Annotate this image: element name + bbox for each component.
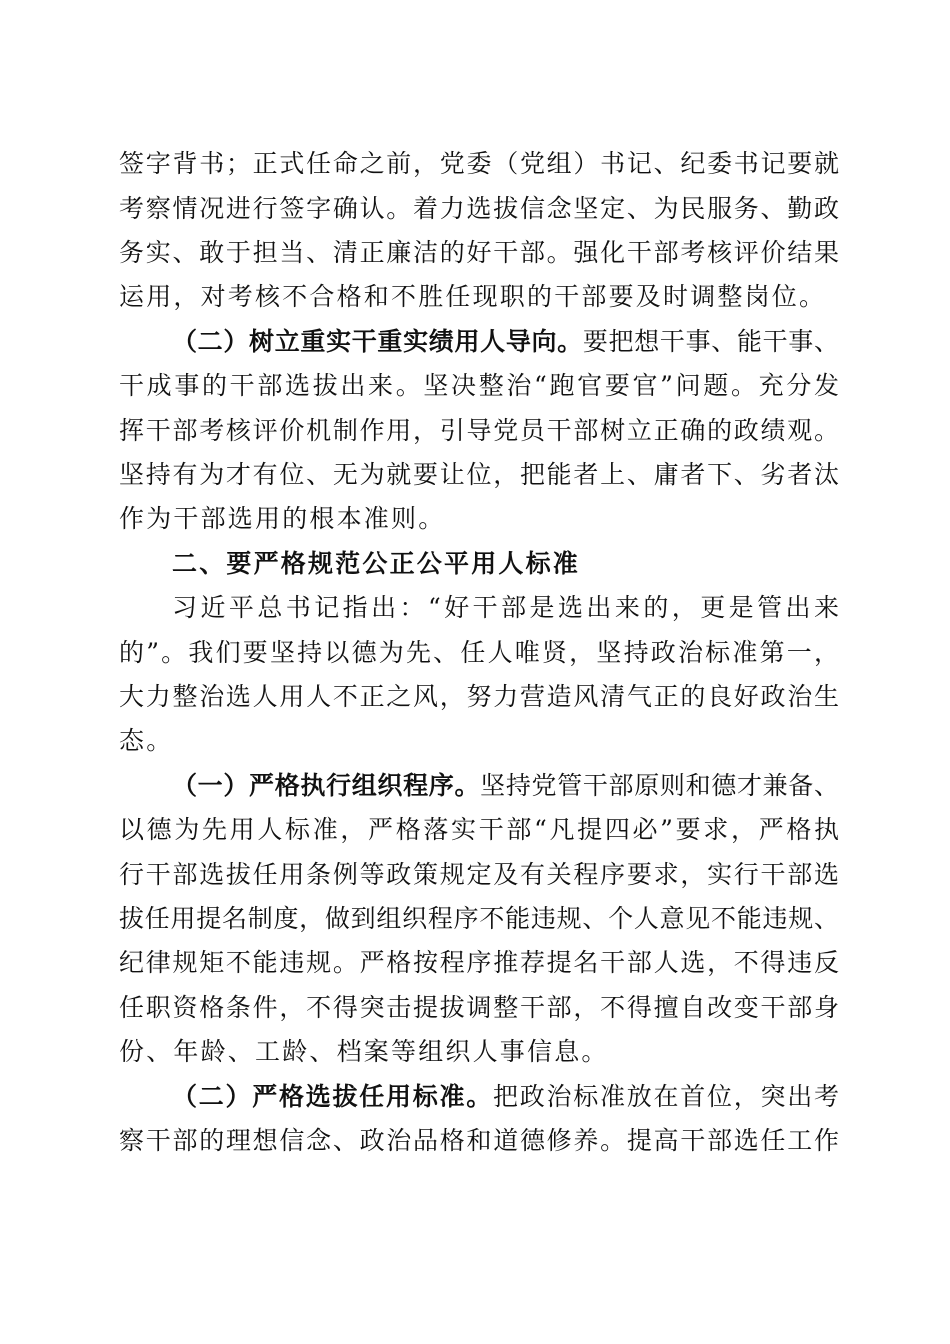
body-line: 察干部的理想信念、政治品格和道德修养。提高干部选任工作 — [119, 1126, 839, 1155]
subsection-text: 把政治标准放在首位，突出考 — [493, 1082, 839, 1111]
body-line: 签字背书；正式任命之前，党委（党组）书记、纪委书记要就 — [119, 149, 839, 178]
body-line: 拔任用提名制度，做到组织程序不能违规、个人意见不能违规、 — [119, 904, 839, 933]
subsection-first-line — [172, 326, 839, 358]
body-line: 的”。我们要坚持以德为先、任人唯贤，坚持政治标准第一， — [119, 638, 839, 667]
body-line: 习近平总书记指出：“好干部是选出来的，更是管出来 — [172, 593, 839, 622]
body-line: 干成事的干部选拔出来。坚决整治“跑官要官”问题。充分发 — [119, 371, 839, 400]
subsection-text: 要把想干事、能干事、 — [582, 327, 839, 356]
subsection-text: 坚持党管干部原则和德才兼备、 — [480, 771, 839, 800]
body-line: 考察情况进行签字确认。着力选拔信念坚定、为民服务、勤政 — [119, 194, 839, 223]
subsection-first-line — [172, 1081, 839, 1113]
body-line: 坚持有为才有位、无为就要让位，把能者上、庸者下、劣者汰 — [119, 460, 839, 489]
body-line: 大力整治选人用人不正之风，努力营造风清气正的良好政治生 — [119, 682, 839, 711]
subsection-title: （二）严格选拔任用标准。 — [172, 1082, 493, 1111]
body-line: 务实、敢于担当、清正廉洁的好干部。强化干部考核评价结果 — [119, 238, 839, 267]
body-line: 行干部选拔任用条例等政策规定及有关程序要求，实行干部选 — [119, 860, 839, 889]
body-line: 纪律规矩不能违规。严格按程序推荐提名干部人选，不得违反 — [119, 948, 839, 977]
body-line: 作为干部选用的根本准则。 — [119, 504, 446, 533]
subsection-title: （一）严格执行组织程序。 — [172, 771, 481, 800]
body-line: 份、年龄、工龄、档案等组织人事信息。 — [119, 1037, 609, 1066]
section-heading: 二、要严格规范公正公平用人标准 — [172, 549, 581, 578]
body-line: 运用，对考核不合格和不胜任现职的干部要及时调整岗位。 — [119, 282, 827, 311]
body-line: 以德为先用人标准，严格落实干部“凡提四必”要求，严格执 — [119, 815, 839, 844]
body-line: 挥干部考核评价机制作用，引导党员干部树立正确的政绩观。 — [119, 416, 839, 445]
subsection-first-line — [172, 770, 839, 802]
body-line: 态。 — [119, 726, 174, 755]
body-line: 任职资格条件，不得突击提拔调整干部，不得擅自改变干部身 — [119, 993, 839, 1022]
subsection-title: （二）树立重实干重实绩用人导向。 — [172, 327, 583, 356]
